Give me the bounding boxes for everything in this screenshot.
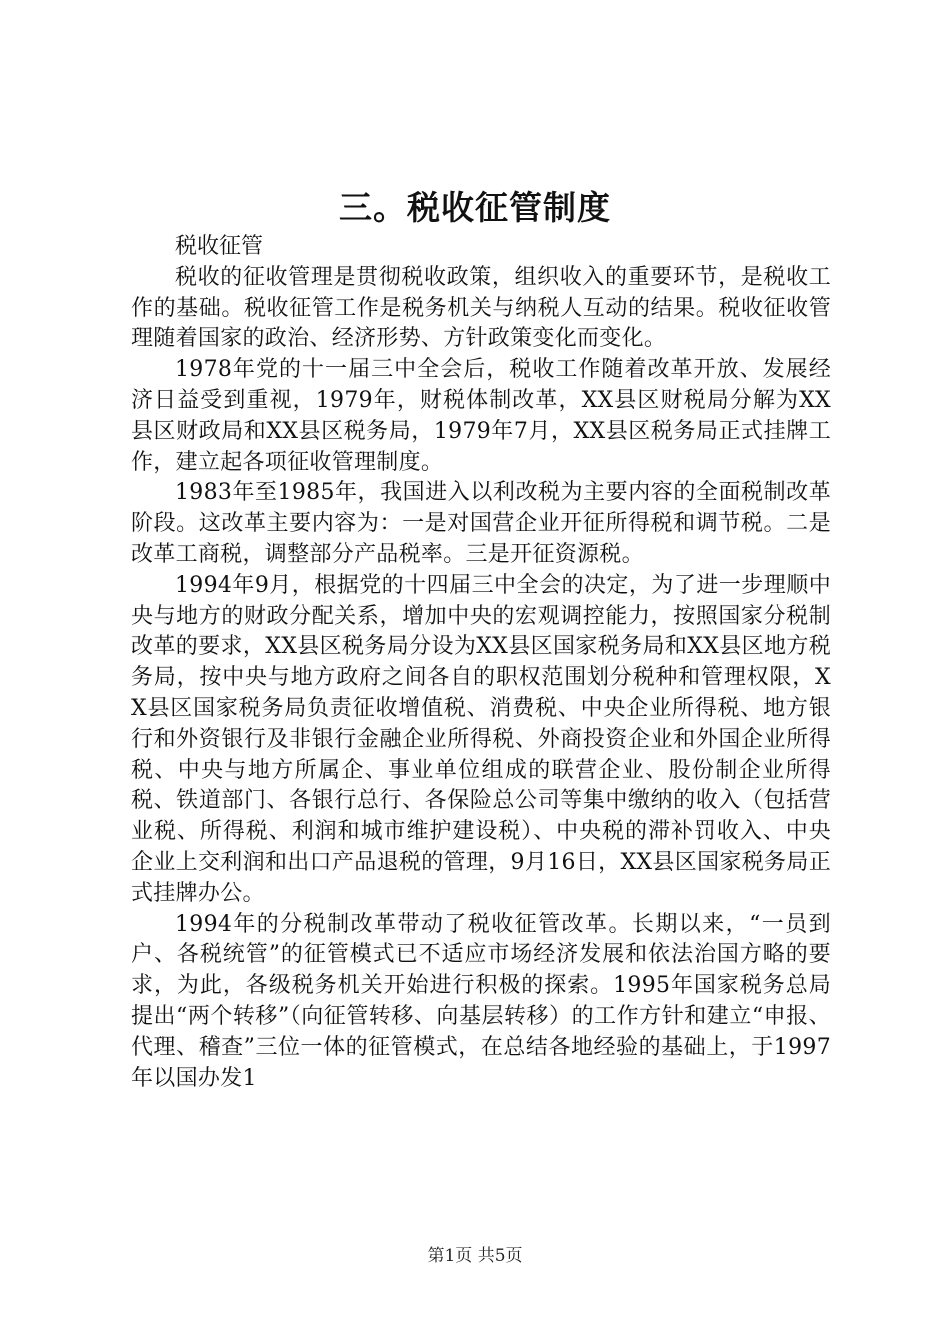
paragraph-3: 1983年至1985年，我国进入以利改税为主要内容的全面税制改革阶段。这改革主要内容为：一是对国营企业开征所得税和调节税。二是改革工商税，调整部分产品税率。三是开征资源税。: [131, 480, 831, 567]
document-title: 三。税收征管制度: [339, 188, 611, 227]
page-number-footer: 第1页 共5页: [427, 1246, 523, 1266]
paragraph-5: 1994年的分税制改革带动了税收征管改革。长期以来，“一员到户、各税统管”的征管模式已不适应市场经济发展和依法治国方略的要求，为此，各级税务机关开始进行积极的探索。1995年国家税务总局提出“两个转移”（向征管转移、向基层转移）的工作方针和建立“申报、代理、稽查”三位一体的征管模式，在总结各地经验的基础上，于1997年以国办发1: [131, 911, 831, 1091]
paragraph-2: 1978年党的十一届三中全会后，税收工作随着改革开放、发展经济日益受到重视，1979年，财税体制改革，XX县区财税局分解为XX县区财政局和XX县区税务局，1979年7月，XX县区税务局正式挂牌工作，建立起各项征收管理制度。: [131, 357, 831, 475]
paragraph-4: 1994年9月，根据党的十四届三中全会的决定，为了进一步理顺中央与地方的财政分配关系，增加中央的宏观调控能力，按照国家分税制改革的要求，XX县区税务局分设为XX县区国家税务局和XX县区地方税务局，按中央与地方政府之间各自的职权范围划分税种和管理权限，XX县区国家税务局负责征收增值税、消费税、中央企业所得税、地方银行和外资银行及非银行金融企业所得税、外商投资企业和外国企业所得税、中央与地方所属企、事业单位组成的联营企业、股份制企业所得税、铁道部门、各银行总行、各保险总公司等集中缴纳的收入（包括营业税、所得税、利润和城市维护建设税）、中央税的滞补罚收入、中央企业上交利润和出口产品退税的管理，9月16日，XX县区国家税务局正式挂牌办公。: [131, 572, 831, 906]
section-subheading: 税收征管: [175, 234, 264, 259]
document-body: [131, 232, 831, 1094]
paragraph-1: 税收的征收管理是贯彻税收政策，组织收入的重要环节，是税收工作的基础。税收征管工作是税务机关与纳税人互动的结果。税收征收管理随着国家的政治、经济形势、方针政策变化而变化。: [131, 264, 831, 352]
